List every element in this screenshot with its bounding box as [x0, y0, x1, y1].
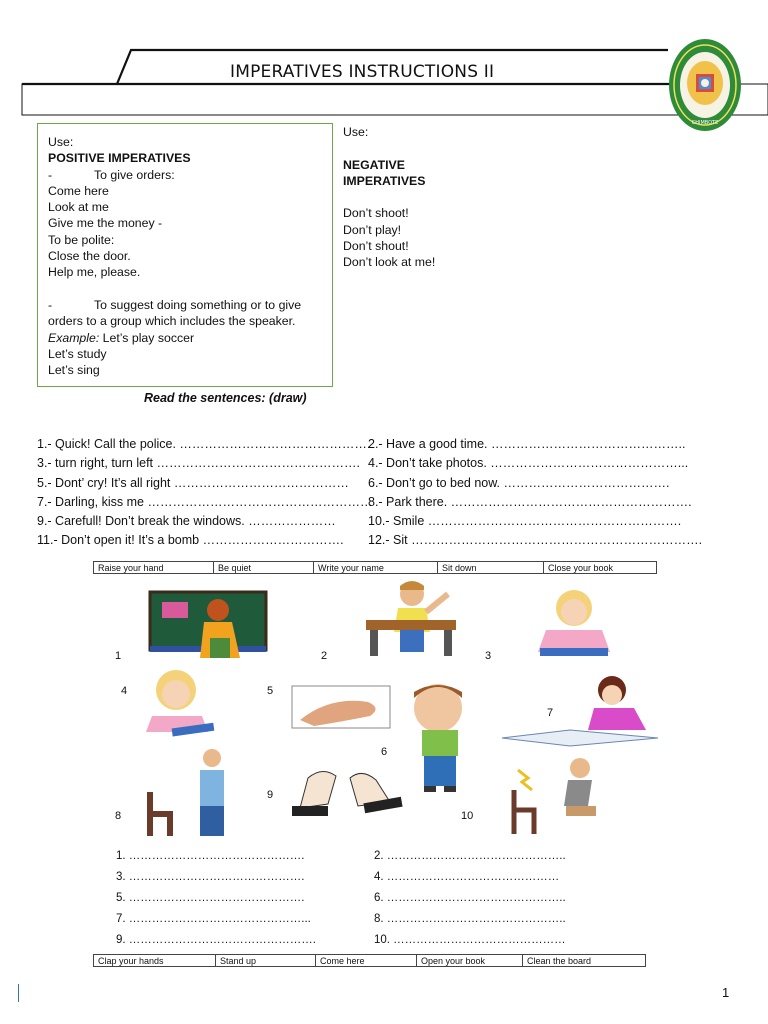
sentence: 1.- Quick! Call the police. ………………………………………. — [37, 437, 371, 451]
word-bank-item: Close your book — [548, 563, 614, 573]
orders-example: Give me the money - — [48, 216, 163, 231]
picture-number: 1 — [115, 650, 122, 662]
sit-down-illustration — [514, 758, 596, 834]
sentence-row — [37, 456, 717, 475]
picture-number: 8 — [115, 810, 122, 822]
sentence: 6.- Don’t go to bed now. …………………………………. — [368, 475, 670, 490]
margin-mark — [18, 984, 19, 1002]
word-bank-item: Clean the board — [527, 956, 592, 966]
word-bank-item: Come here — [316, 955, 417, 966]
word-bank-item: Clap your hands — [94, 955, 216, 966]
come-here-hand-illustration — [292, 686, 390, 728]
negative-use-label: Use: — [343, 125, 369, 139]
sentence: 5.- Dont’ cry! It’s all right …………………………………… — [37, 475, 349, 490]
sentence: 8.- Park there. …………………………………………………. — [368, 494, 692, 509]
polite-label: To be polite: — [48, 232, 115, 247]
word-bank-bottom — [93, 954, 646, 967]
example-line — [48, 330, 322, 346]
sentence-row — [37, 514, 717, 533]
orders-example: Come here — [48, 183, 109, 198]
negative-heading: IMPERATIVES — [343, 173, 426, 188]
word-bank-item: Sit down — [438, 562, 544, 573]
word-bank-item: Open your book — [417, 955, 523, 966]
spacer — [48, 281, 322, 297]
suggest-label-cont: orders to a group which includes the speaker. — [48, 314, 296, 329]
word-bank-item: Write your name — [314, 562, 438, 573]
answer-line: 8. ……………………………………….. — [374, 913, 566, 925]
answer-line: 3. ………………………………………. — [116, 871, 305, 883]
answer-line: 4. ……………………………………… — [374, 871, 560, 883]
suggest-dash: - — [48, 297, 53, 312]
positive-use-label: Use: — [48, 135, 74, 149]
title-frame — [0, 0, 768, 120]
sentence: 2.- Have a good time. ……………………………………….. — [368, 437, 686, 451]
illustrations — [100, 580, 680, 842]
picture-number: 3 — [485, 650, 492, 662]
page-number: 1 — [722, 985, 730, 1000]
write-name-illustration — [502, 676, 658, 746]
more-example: Let’s sing — [48, 363, 100, 378]
picture-number: 9 — [267, 789, 274, 801]
sentence: 7.- Darling, kiss me ……………………………………………… — [37, 494, 373, 509]
negative-example: Don’t shoot! — [343, 206, 409, 221]
answer-line: 6. ……………………………………….. — [374, 892, 566, 904]
orders-item — [48, 167, 322, 183]
negative-example: Don’t play! — [343, 222, 402, 237]
picture-number: 7 — [547, 707, 554, 719]
sentence: 9.- Carefull! Don’t break the windows. ………………… — [37, 514, 336, 529]
negative-example: Don’t look at me! — [343, 255, 436, 270]
word-bank-item: Stand up — [216, 955, 316, 966]
positive-imperatives-box — [37, 123, 333, 387]
sentence: 11.- Don’t open it! It’s a bomb ……………………………. — [37, 533, 344, 548]
example-label: Example: — [48, 330, 100, 345]
polite-example: Help me, please. — [48, 265, 141, 280]
negative-imperatives-box — [343, 124, 435, 271]
sentences-list — [37, 437, 717, 553]
word-bank-item: Raise your hand — [94, 562, 214, 573]
sentence-row — [37, 533, 717, 552]
sentence-row — [37, 495, 717, 514]
svg-text:CHIMBOTE: CHIMBOTE — [691, 120, 719, 126]
open-book-illustration — [146, 670, 214, 736]
suggest-label: To suggest doing something or to give — [94, 297, 302, 312]
sentence-row — [37, 476, 717, 495]
picture-number: 5 — [267, 685, 274, 697]
positive-heading: POSITIVE IMPERATIVES — [48, 151, 191, 166]
school-seal-logo — [668, 38, 742, 132]
teacher-board-illustration — [150, 592, 266, 658]
orders-label: To give orders: — [94, 167, 175, 182]
spacer — [343, 140, 435, 156]
picture-number: 4 — [121, 685, 128, 697]
close-book-illustration — [538, 590, 610, 656]
answer-line: 7. ………………………………………... — [116, 913, 311, 925]
orders-example: Look at me — [48, 200, 109, 215]
word-bank-top — [93, 561, 657, 574]
sentence-row — [37, 437, 717, 456]
sentence: 4.- Don’t take photos. ………………………………………... — [368, 456, 689, 471]
sentence: 3.- turn right, turn left …………………………………………. — [37, 456, 360, 471]
more-example: Let’s study — [48, 346, 107, 361]
page-title: IMPERATIVES INSTRUCTIONS II — [230, 62, 495, 82]
answer-line: 5. ………………………………………. — [116, 892, 305, 904]
raise-hand-illustration — [366, 581, 456, 656]
word-bank-item: Be quiet — [214, 562, 314, 573]
example-text: Let’s play soccer — [99, 330, 195, 345]
negative-heading: NEGATIVE — [343, 157, 405, 172]
polite-example: Close the door. — [48, 249, 131, 264]
clap-hands-illustration — [292, 771, 403, 816]
picture-number: 6 — [381, 746, 388, 758]
answer-line: 2. ……………………………………….. — [374, 850, 566, 862]
suggest-item — [48, 297, 322, 313]
orders-dash: - — [48, 167, 53, 182]
spacer — [343, 189, 435, 205]
stand-up-illustration — [150, 749, 224, 836]
negative-example: Don’t shout! — [343, 239, 409, 254]
picture-number: 10 — [461, 810, 474, 822]
answer-line: 10. ……………………………………… — [374, 934, 566, 946]
be-quiet-illustration — [414, 684, 462, 792]
sentence: 12.- Sit ……………………………………………………………. — [368, 533, 703, 548]
read-sentences-title: Read the sentences: (draw) — [144, 391, 307, 405]
answer-line: 1. ………………………………………. — [116, 850, 305, 862]
sentence: 10.- Smile ……………………………………………………. — [368, 514, 682, 529]
answer-line: 9. …………………………………………. — [116, 934, 316, 946]
picture-number: 2 — [321, 650, 328, 662]
